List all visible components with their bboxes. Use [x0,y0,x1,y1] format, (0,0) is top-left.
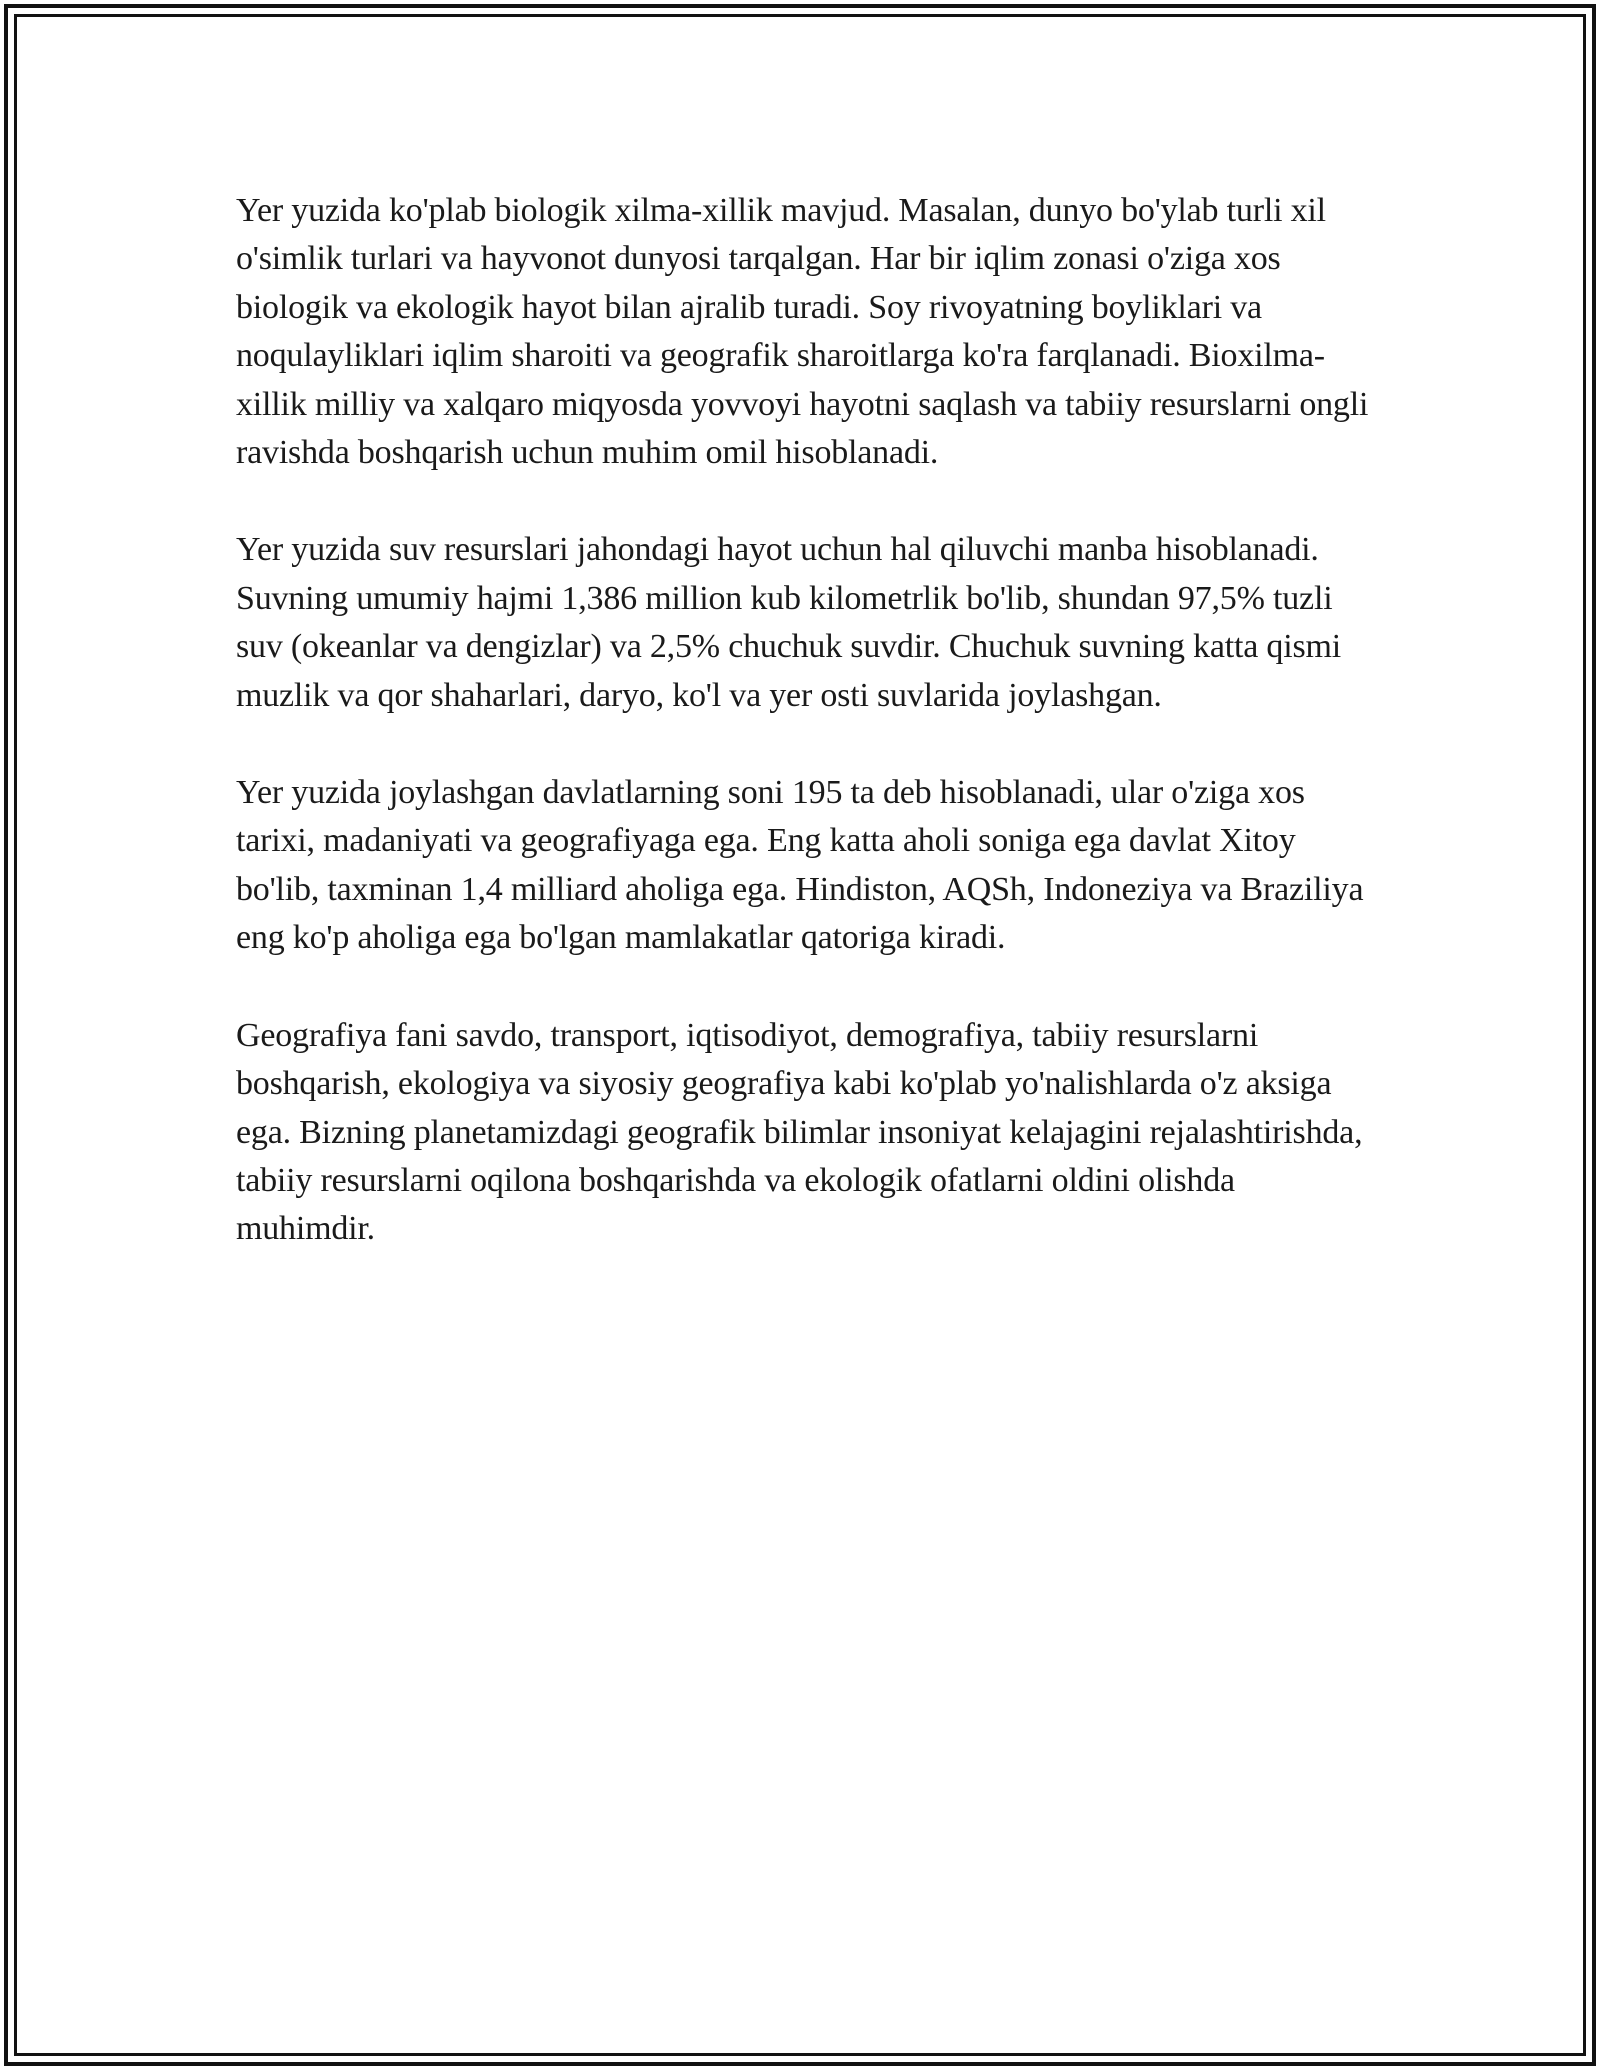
paragraph-geography-science: Geografiya fani savdo, transport, iqtisodiyot, demografiya, tabiiy resurslarni boshqarish, ekologiya va siyosiy geografiya kabi ko'plab yo'nalishlarda o'z aksiga ega. Bizning planetamizdagi geografik bilimlar insoniyat kelajagini rejalashtirishda, tabiiy resurslarni oqilona boshqarishda va ekologik ofatlarni oldini olishda muhimdir. [236,1016,1363,1248]
paragraph-biodiversity: Yer yuzida ko'plab biologik xilma-xillik mavjud. Masalan, dunyo bo'ylab turli xil o'simlik turlari va hayvonot dunyosi tarqalgan. Har bir iqlim zonasi o'ziga xos biologik va ekologik hayot bilan ajralib turadi. Soy rivoyatning boyliklari va noqulayliklari iqlim sharoiti va geografik sharoitlarga ko'ra farqlanadi. Bioxilma-xillik milliy va xalqaro miqyosda yovvoyi hayotni saqlash va tabiiy resurslarni ongli ravishda boshqarish uchun muhim omil hisoblanadi. [236,192,1369,472]
document-body [236,187,1376,1303]
paragraph-countries-population: Yer yuzida joylashgan davlatlarning soni 195 ta deb hisoblanadi, ular o'ziga xos tarixi, madaniyati va geografiyaga ega. Eng katta aholi soniga ega davlat Xitoy bo'lib, taxminan 1,4 milliard aholiga ega. Hindiston, AQSh, Indoneziya va Braziliya eng ko'p aholiga ega bo'lgan mamlakatlar qatoriga kiradi. [236,774,1364,957]
paragraph-water-resources: Yer yuzida suv resurslari jahondagi hayot uchun hal qiluvchi manba hisoblanadi. Suvning umumiy hajmi 1,386 million kub kilometrlik bo'lib, shundan 97,5% tuzli suv (okeanlar va dengizlar) va 2,5% chuchuk suvdir. Chuchuk suvning katta qismi muzlik va qor shaharlari, daryo, ko'l va yer osti suvlarida joylashgan. [236,531,1342,714]
